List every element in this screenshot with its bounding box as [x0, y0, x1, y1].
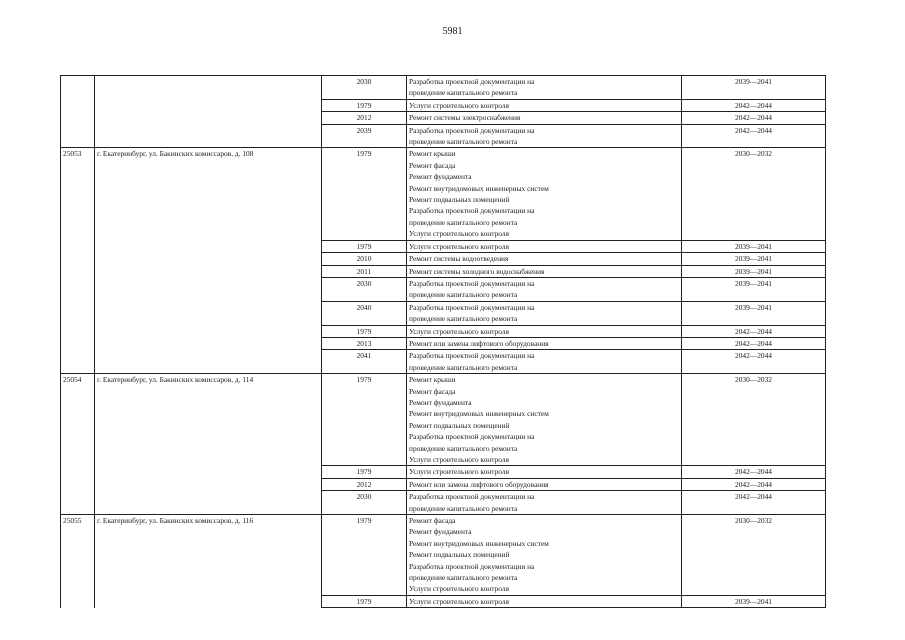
- table-row: [61, 350, 826, 374]
- work-line: Разработка проектной документации на: [409, 432, 535, 442]
- work-line: Ремонт подвальных помещений: [409, 550, 510, 560]
- house-id-cell: [61, 337, 95, 349]
- work-line: Разработка проектной документации на: [409, 77, 535, 86]
- table-row: [61, 253, 826, 265]
- work-line: проведение капитального ремонта: [409, 88, 518, 98]
- works-cell: [407, 253, 682, 265]
- year-cell: 2011: [322, 265, 407, 277]
- work-line: Услуги строительного контроля: [409, 467, 509, 477]
- address-cell: [95, 478, 322, 490]
- address-cell: г. Екатеринбург, ул. Бакинских комиссаров, д. 114: [95, 374, 322, 466]
- work-line: Ремонт подвальных помещений: [409, 420, 510, 430]
- work-line: проведение капитального ремонта: [409, 314, 518, 324]
- year-cell: 2012: [322, 478, 407, 490]
- table-row: [61, 124, 826, 148]
- period-cell: 2039—2041: [682, 277, 826, 301]
- work-line: Ремонт внутридомовых инженерных систем: [409, 409, 549, 419]
- work-line: Услуги строительного контроля: [409, 455, 509, 464]
- year-cell: 2030: [322, 491, 407, 515]
- work-line: Ремонт системы электроснабжения: [409, 113, 521, 123]
- table-row: [61, 99, 826, 111]
- address-cell: [95, 265, 322, 277]
- works-cell: [407, 466, 682, 478]
- works-cell: [407, 301, 682, 325]
- period-cell: 2042—2044: [682, 325, 826, 337]
- repair-schedule-body: [61, 76, 826, 608]
- work-line: Ремонт фундамента: [409, 527, 472, 537]
- work-line: проведение капитального ремонта: [409, 443, 518, 453]
- work-line: Разработка проектной документации на: [409, 206, 535, 216]
- period-cell: 2039—2041: [682, 301, 826, 325]
- house-id-cell: [61, 265, 95, 277]
- house-id-cell: [61, 124, 95, 148]
- period-cell: 2030—2032: [682, 148, 826, 240]
- table-row: [61, 148, 826, 240]
- work-line: проведение капитального ремонта: [409, 573, 518, 583]
- work-line: Ремонт фасада: [409, 160, 456, 170]
- period-cell: 2042—2044: [682, 491, 826, 515]
- work-line: Ремонт внутридомовых инженерных систем: [409, 183, 549, 193]
- table-row: [61, 277, 826, 301]
- year-cell: 1979: [322, 466, 407, 478]
- period-cell: 2042—2044: [682, 112, 826, 124]
- period-cell: 2042—2044: [682, 337, 826, 349]
- table-row: [61, 515, 826, 596]
- house-id-cell: [61, 99, 95, 111]
- house-id-cell: [61, 253, 95, 265]
- period-cell: 2042—2044: [682, 350, 826, 374]
- year-cell: 1979: [322, 325, 407, 337]
- year-cell: 2039: [322, 124, 407, 148]
- house-id-cell: [61, 350, 95, 374]
- work-line: Разработка проектной документации на: [409, 351, 535, 361]
- works-cell: [407, 325, 682, 337]
- works-cell: [407, 478, 682, 490]
- work-line: Ремонт внутридомовых инженерных систем: [409, 538, 549, 548]
- work-line: Услуги строительного контроля: [409, 229, 509, 239]
- year-cell: 2030: [322, 76, 407, 100]
- address-cell: г. Екатеринбург, ул. Бакинских комиссаров, д. 108: [95, 148, 322, 240]
- work-line: Услуги строительного контроля: [409, 584, 509, 594]
- house-id-cell: [61, 325, 95, 337]
- year-cell: 2041: [322, 350, 407, 374]
- works-cell: [407, 265, 682, 277]
- house-id-cell: [61, 112, 95, 124]
- address-cell: [95, 595, 322, 607]
- period-cell: 2039—2041: [682, 265, 826, 277]
- address-cell: [95, 76, 322, 100]
- work-line: Разработка проектной документации на: [409, 492, 535, 502]
- house-id-cell: [61, 277, 95, 301]
- work-line: Разработка проектной документации на: [409, 302, 535, 312]
- work-line: Ремонт крыши: [409, 375, 456, 385]
- house-id-cell: [61, 466, 95, 478]
- table-row: [61, 325, 826, 337]
- work-line: Ремонт системы холодного водоснабжения: [409, 266, 545, 276]
- address-cell: [95, 325, 322, 337]
- works-cell: [407, 350, 682, 374]
- work-line: Разработка проектной документации на: [409, 561, 535, 571]
- work-line: Ремонт крыши: [409, 149, 456, 159]
- period-cell: 2039—2041: [682, 595, 826, 607]
- table-row: [61, 112, 826, 124]
- works-cell: [407, 515, 682, 596]
- works-cell: [407, 277, 682, 301]
- work-line: Ремонт подвальных помещений: [409, 195, 510, 205]
- table-row: [61, 301, 826, 325]
- table-row: [61, 240, 826, 252]
- year-cell: 2040: [322, 301, 407, 325]
- table-row: [61, 76, 826, 100]
- works-cell: [407, 148, 682, 240]
- work-line: Разработка проектной документации на: [409, 278, 535, 288]
- work-line: Ремонт фундамента: [409, 397, 472, 407]
- table-row: [61, 595, 826, 607]
- works-cell: [407, 240, 682, 252]
- works-cell: [407, 76, 682, 100]
- house-id-cell: 25054: [61, 374, 95, 466]
- work-line: проведение капитального ремонта: [409, 362, 518, 372]
- table-row: [61, 265, 826, 277]
- works-cell: [407, 595, 682, 607]
- period-cell: 2042—2044: [682, 478, 826, 490]
- work-line: проведение капитального ремонта: [409, 217, 518, 227]
- house-id-cell: [61, 595, 95, 607]
- year-cell: 1979: [322, 515, 407, 596]
- works-cell: [407, 99, 682, 111]
- period-cell: 2042—2044: [682, 124, 826, 148]
- work-line: Ремонт фасада: [409, 386, 456, 396]
- address-cell: [95, 99, 322, 111]
- work-line: Ремонт или замена лифтового оборудования: [409, 479, 549, 489]
- works-cell: [407, 374, 682, 466]
- address-cell: [95, 277, 322, 301]
- address-cell: [95, 491, 322, 515]
- work-line: проведение капитального ремонта: [409, 137, 518, 147]
- year-cell: 1979: [322, 99, 407, 111]
- year-cell: 2013: [322, 337, 407, 349]
- work-line: Ремонт системы водоотведения: [409, 254, 509, 264]
- work-line: Ремонт фундамента: [409, 172, 472, 182]
- year-cell: 1979: [322, 148, 407, 240]
- work-line: Услуги строительного контроля: [409, 326, 509, 336]
- work-line: проведение капитального ремонта: [409, 290, 518, 300]
- table-row: [61, 491, 826, 515]
- address-cell: [95, 350, 322, 374]
- address-cell: [95, 253, 322, 265]
- period-cell: 2042—2044: [682, 99, 826, 111]
- period-cell: 2039—2041: [682, 253, 826, 265]
- period-cell: 2039—2041: [682, 240, 826, 252]
- house-id-cell: [61, 301, 95, 325]
- period-cell: 2030—2032: [682, 515, 826, 596]
- table-row: [61, 337, 826, 349]
- works-cell: [407, 491, 682, 515]
- house-id-cell: [61, 478, 95, 490]
- house-id-cell: 25055: [61, 515, 95, 596]
- address-cell: г. Екатеринбург, ул. Бакинских комиссаров, д. 116: [95, 515, 322, 596]
- address-cell: [95, 240, 322, 252]
- address-cell: [95, 112, 322, 124]
- works-cell: [407, 124, 682, 148]
- works-cell: [407, 337, 682, 349]
- work-line: Ремонт фасада: [409, 516, 456, 526]
- work-line: Ремонт или замена лифтового оборудования: [409, 338, 549, 348]
- period-cell: 2042—2044: [682, 466, 826, 478]
- address-cell: [95, 337, 322, 349]
- house-id-cell: [61, 491, 95, 515]
- year-cell: 2010: [322, 253, 407, 265]
- table-row: [61, 466, 826, 478]
- year-cell: 1979: [322, 374, 407, 466]
- address-cell: [95, 124, 322, 148]
- house-id-cell: [61, 240, 95, 252]
- address-cell: [95, 301, 322, 325]
- house-id-cell: [61, 76, 95, 100]
- work-line: Услуги строительного контроля: [409, 100, 509, 110]
- table-row: [61, 374, 826, 466]
- house-id-cell: 25053: [61, 148, 95, 240]
- work-line: Разработка проектной документации на: [409, 125, 535, 135]
- work-line: Услуги строительного контроля: [409, 596, 509, 606]
- page-number: 5981: [442, 26, 463, 37]
- table-row: [61, 478, 826, 490]
- period-cell: 2039—2041: [682, 76, 826, 100]
- works-cell: [407, 112, 682, 124]
- year-cell: 1979: [322, 595, 407, 607]
- period-cell: 2030—2032: [682, 374, 826, 466]
- work-line: Услуги строительного контроля: [409, 241, 509, 251]
- work-line: проведение капитального ремонта: [409, 503, 518, 513]
- year-cell: 1979: [322, 240, 407, 252]
- year-cell: 2012: [322, 112, 407, 124]
- repair-schedule-table: [60, 75, 826, 608]
- year-cell: 2030: [322, 277, 407, 301]
- address-cell: [95, 466, 322, 478]
